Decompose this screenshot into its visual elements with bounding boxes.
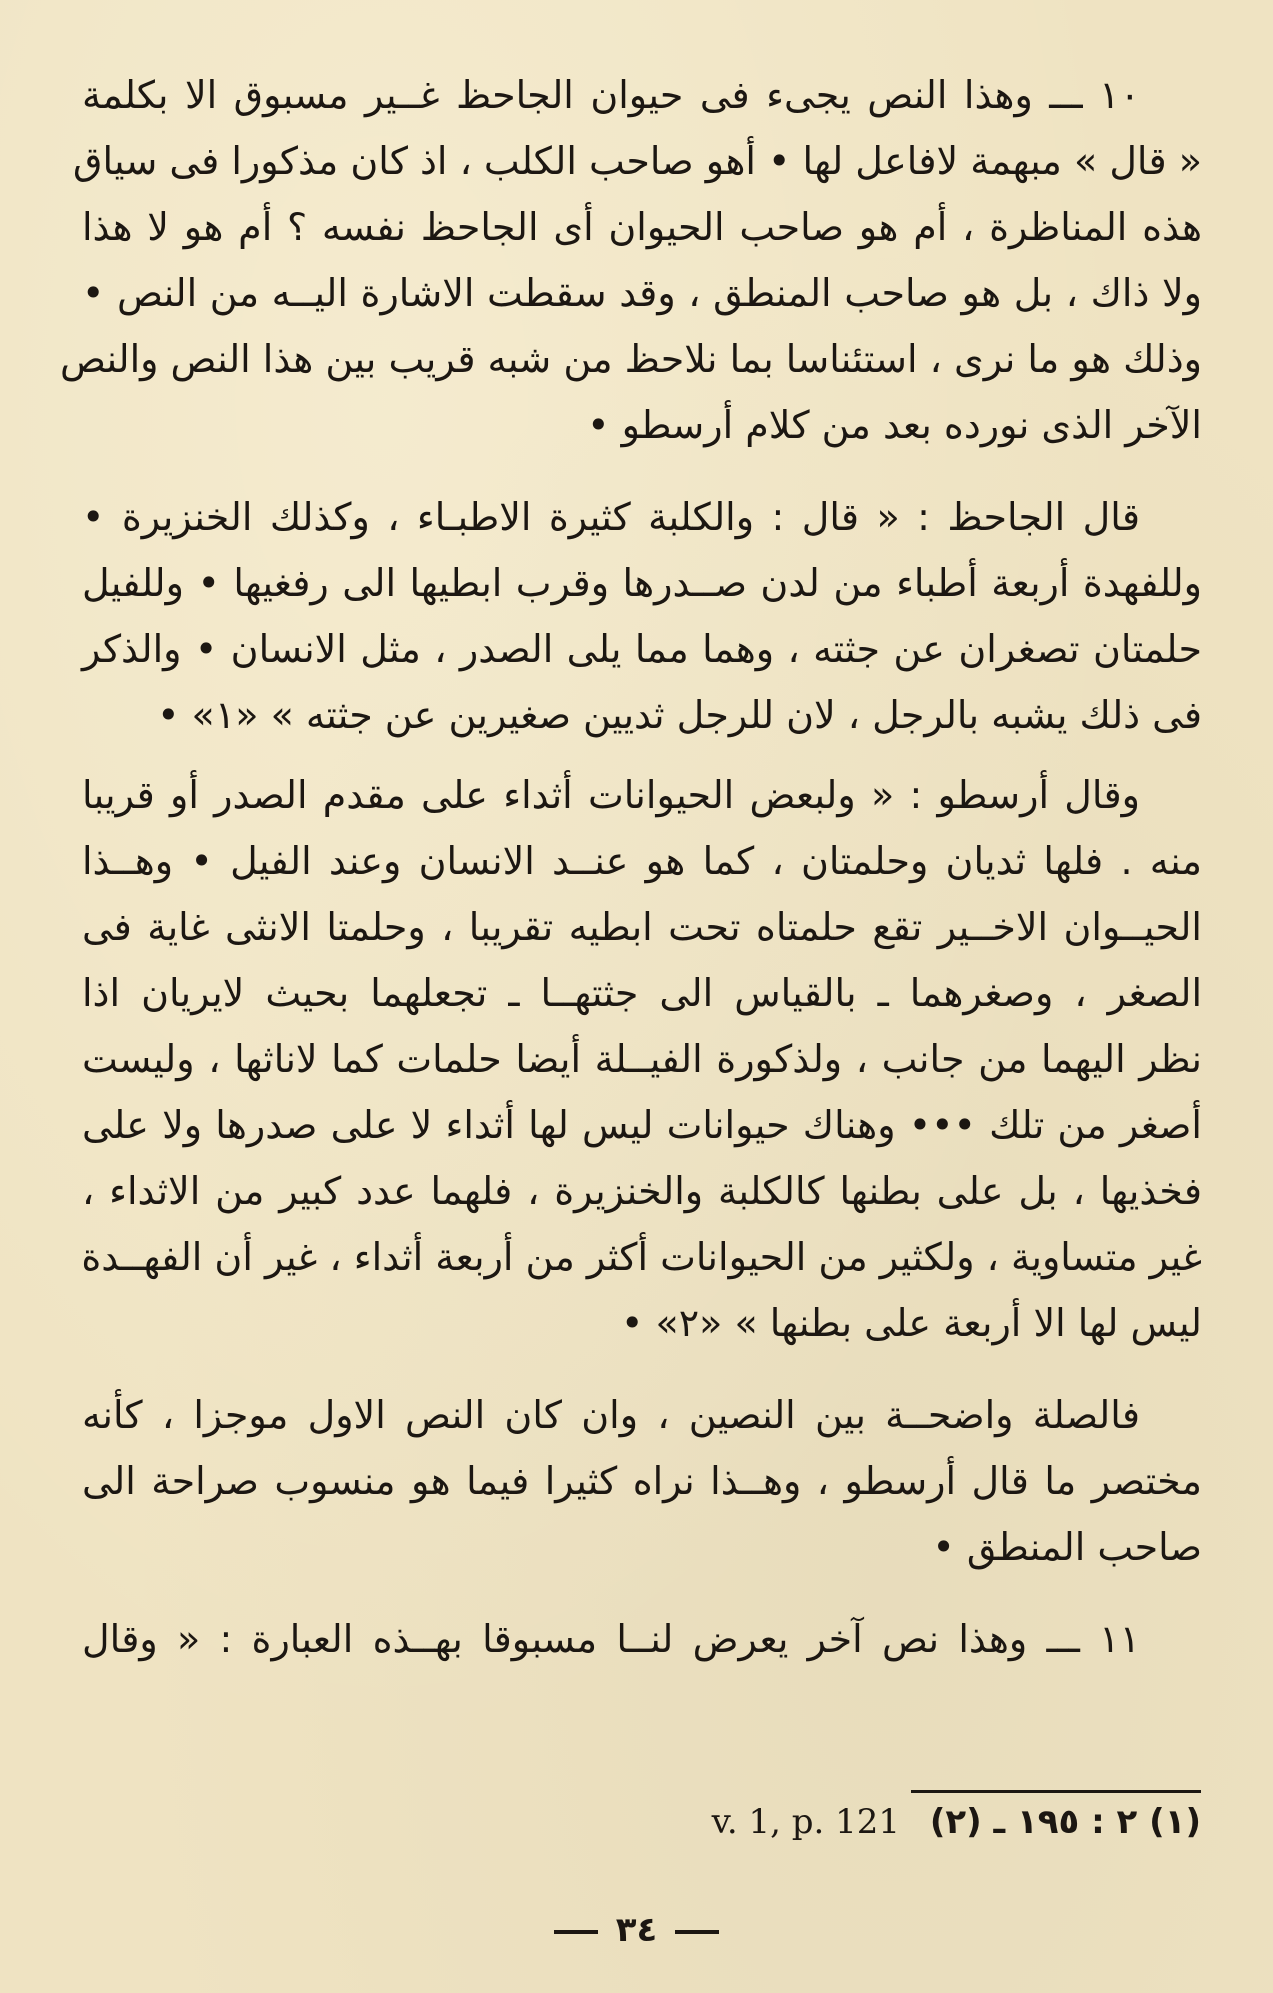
text-line: أصغر من تلك ••• وهناك حيوانات ليس لها أثداء لا على صدرها ولا على [82, 1103, 1202, 1147]
footnote-2: (٢) [929, 1802, 982, 1842]
page-number [0, 1910, 1273, 1950]
text-line: ١٠ ـــ وهذا النص يجىء فى حيوان الجاحظ غــير مسبوق الا بكلمة [82, 73, 1140, 117]
text-line: وقال أرسطو : « ولبعض الحيوانات أثداء على مقدم الصدر أو قريبا [82, 773, 1140, 817]
text-line: الحيــوان الاخــير تقع حلمتاه تحت ابطيه تقريبا ، وحلمتا الانثى غاية فى [82, 905, 1202, 949]
text-line: فخذيها ، بل على بطنها كالكلبة والخنزيرة ، فلهما عدد كبير من الاثداء ، [82, 1169, 1202, 1213]
page-number-value: ٣٤ [615, 1910, 658, 1950]
footnote-2-citation: v. 1, p. 121 [711, 1802, 900, 1842]
jahiz-quote-paragraph [82, 484, 1202, 748]
footnotes [501, 1802, 1201, 1842]
text-line: صاحب المنطق • [932, 1525, 1202, 1569]
page-number-dash-right [675, 1930, 719, 1934]
text-line: حلمتان تصغران عن جثته ، وهما مما يلى الصدر ، مثل الانسان • والذكر [82, 627, 1202, 671]
paragraph-10 [59, 62, 1202, 458]
aristotle-quote-paragraph [82, 762, 1202, 1356]
text-line: الصغر ، وصغرهما ـ بالقياس الى جثتهــا ـ تجعلهما بحيث لايريان اذا [82, 971, 1202, 1015]
text-line: ولا ذاك ، بل هو صاحب المنطق ، وقد سقطت الاشارة اليــه من النص • [82, 271, 1202, 315]
text-line: الآخر الذى نورده بعد من كلام أرسطو • [587, 403, 1202, 447]
text-line: فالصلة واضحــة بين النصين ، وان كان النص الاول موجزا ، كأنه [82, 1393, 1140, 1437]
conclusion-paragraph [82, 1382, 1202, 1580]
text-line: وللفهدة أربعة أطباء من لدن صــدرها وقرب ابطيها الى رفغيها • وللفيل [82, 561, 1202, 605]
page-number-dash-left [554, 1930, 598, 1934]
footnote-separator [911, 1790, 1201, 1793]
text-line: وذلك هو ما نرى ، استئناسا بما نلاحظ من شبه قريب بين هذا النص والنص [59, 337, 1202, 381]
text-line: ليس لها الا أربعة على بطنها » «٢» • [620, 1301, 1202, 1345]
footnote-1: (١) ٢ : ١٩٥ ـ [993, 1802, 1201, 1842]
text-line: فى ذلك يشبه بالرجل ، لان للرجل ثديين صغيرين عن جثته » «١» • [157, 693, 1202, 737]
text-line: منه . فلها ثديان وحلمتان ، كما هو عنــد الانسان وعند الفيل • وهــذا [82, 839, 1202, 883]
paragraph-11 [82, 1606, 1202, 1672]
text-line: ١١ ـــ وهذا نص آخر يعرض لنــا مسبوقا بهــذه العبارة : « وقال [82, 1617, 1140, 1661]
text-line: قال الجاحظ : « قال : والكلبة كثيرة الاطبـاء ، وكذلك الخنزيرة • [82, 495, 1140, 539]
text-line: « قال » مبهمة لافاعل لها • أهو صاحب الكلب ، اذ كان مذكورا فى سياق [72, 139, 1202, 183]
text-line: نظر اليهما من جانب ، ولذكورة الفيــلة أيضا حلمات كما لاناثها ، وليست [82, 1037, 1202, 1081]
text-line: مختصر ما قال أرسطو ، وهــذا نراه كثيرا فيما هو منسوب صراحة الى [82, 1459, 1202, 1503]
text-line: غير متساوية ، ولكثير من الحيوانات أكثر من أربعة أثداء ، غير أن الفهــدة [81, 1235, 1202, 1279]
text-line: هذه المناظرة ، أم هو صاحب الحيوان أى الجاحظ نفسه ؟ أم هو لا هذا [82, 205, 1202, 249]
document-page [59, 62, 1202, 1672]
